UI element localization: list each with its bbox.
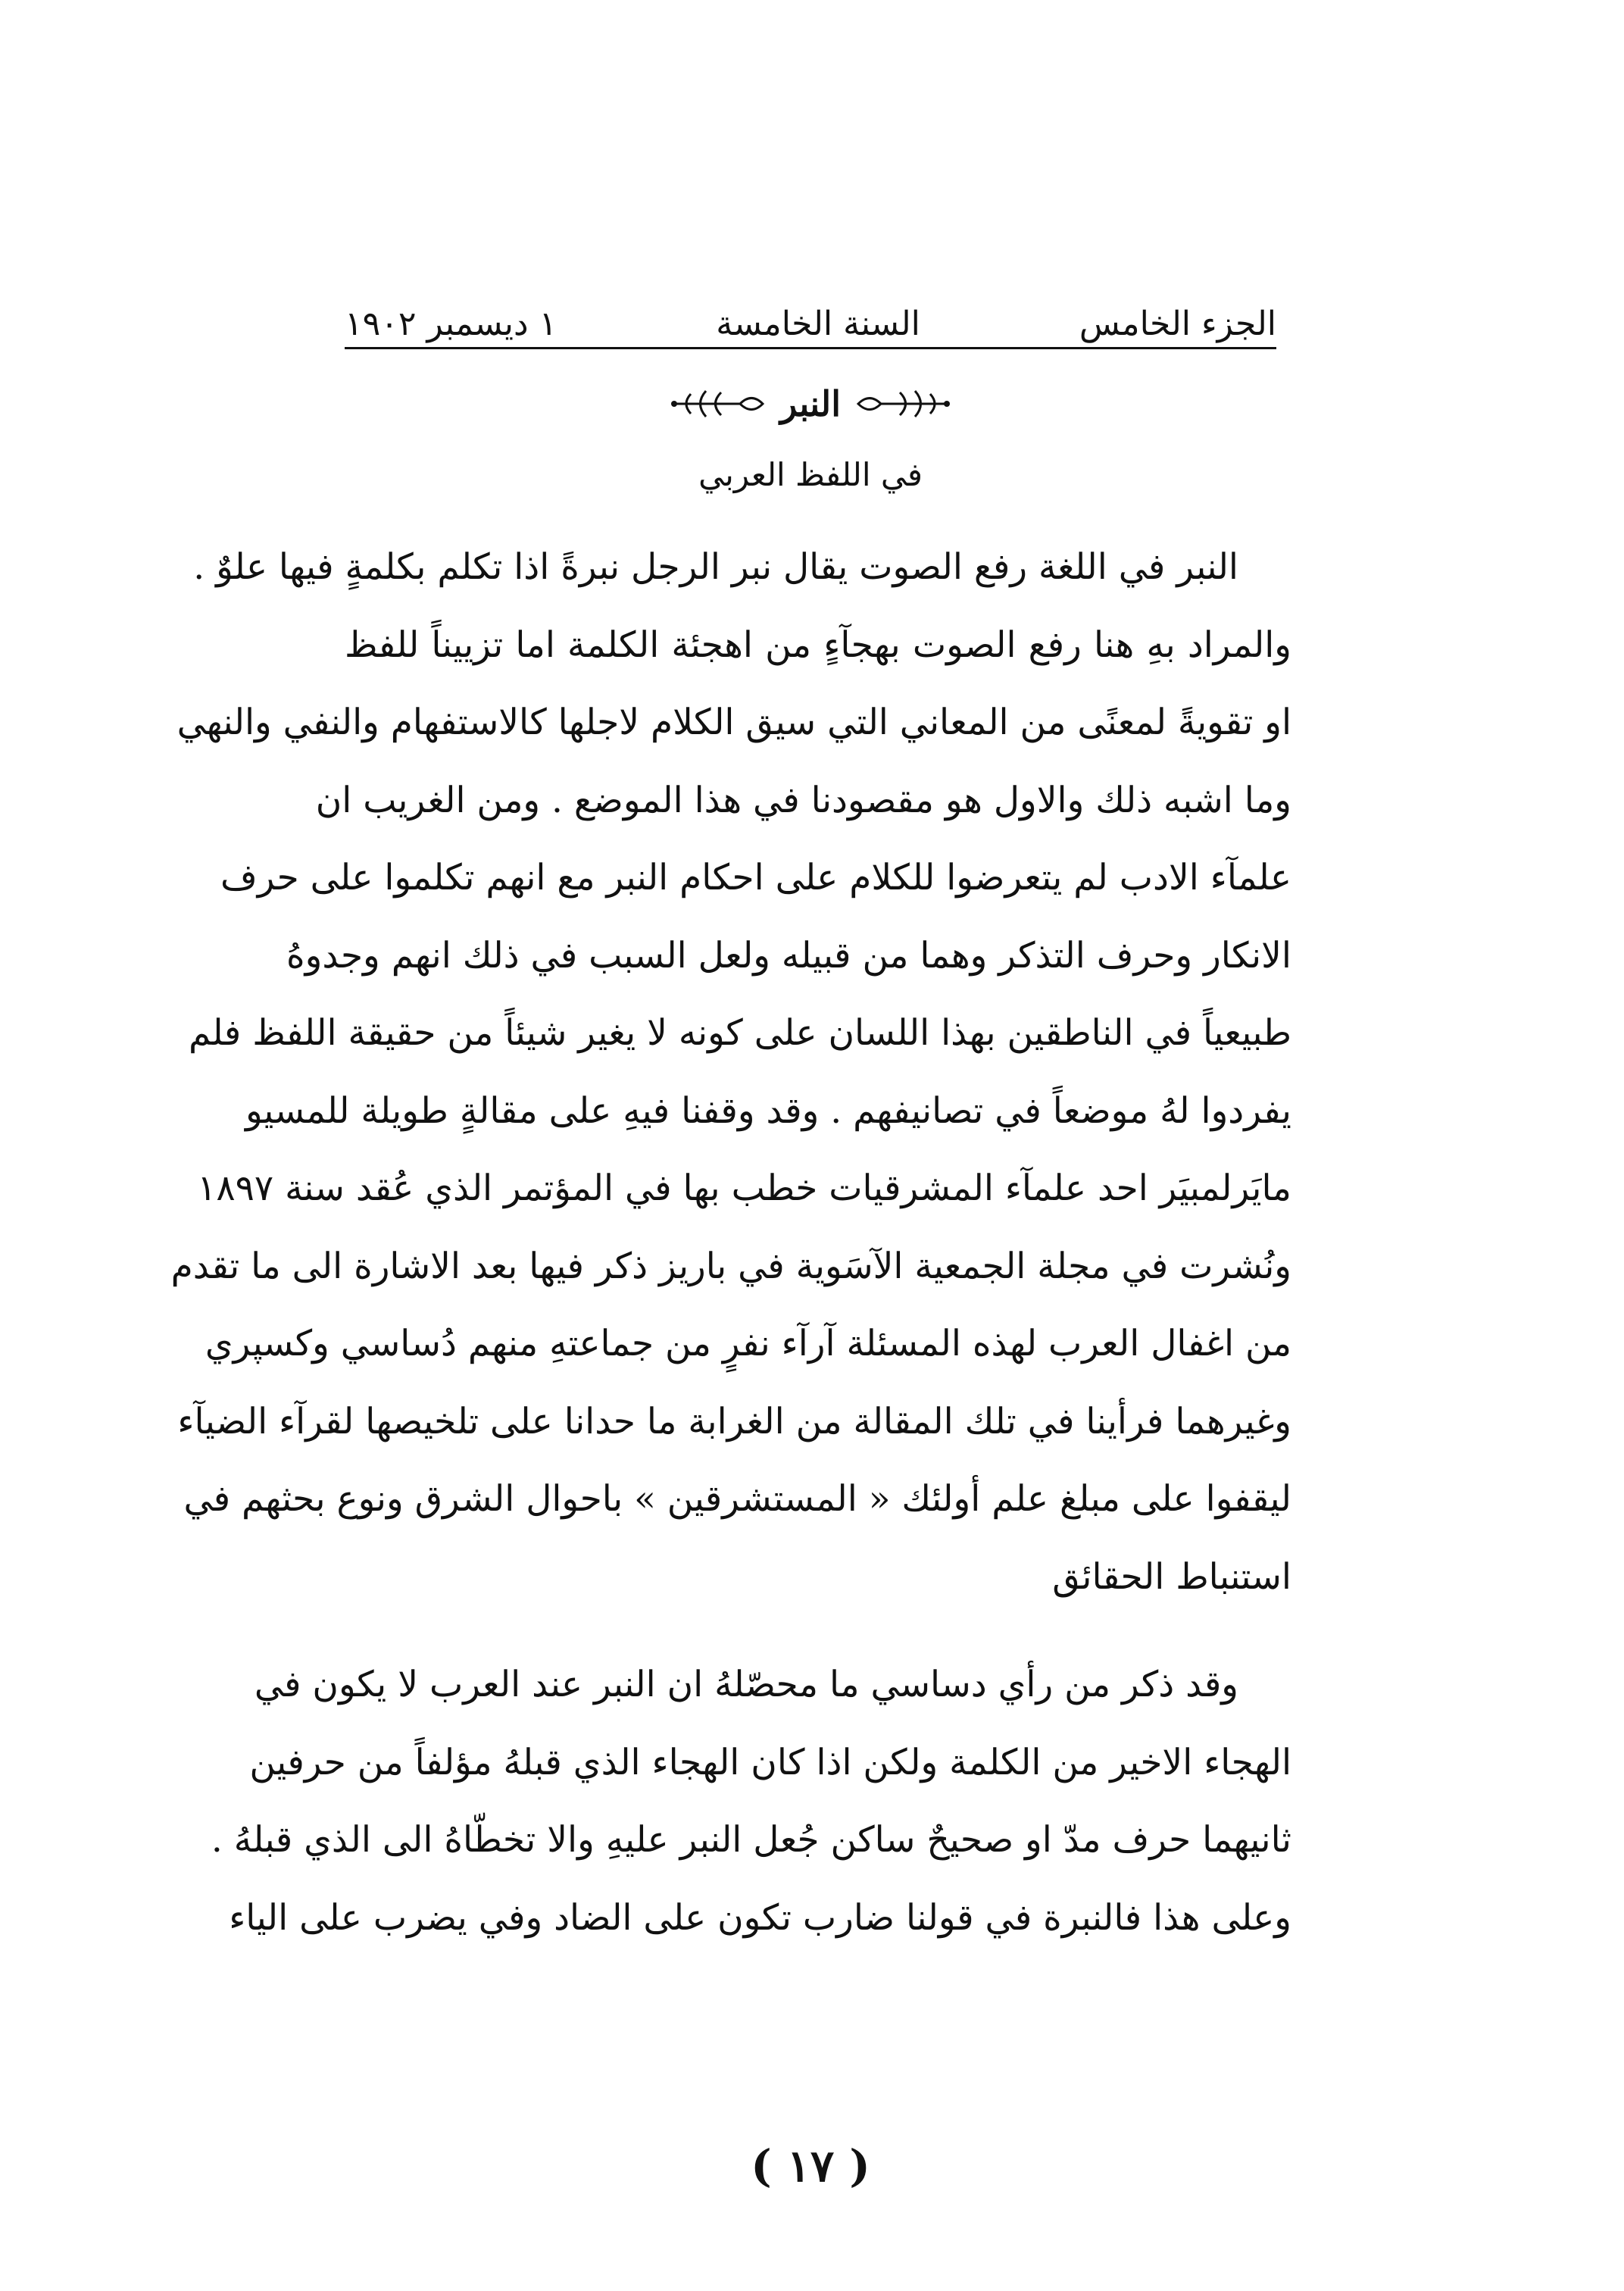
text-line: وغيرهما فرأينا في تلك المقالة من الغرابة ما حدانا على تلخيصها لقرآء الضيآء bbox=[177, 1400, 1291, 1442]
paragraph-1 bbox=[170, 529, 1291, 1616]
text-line: يفردوا لهُ موضعاً في تصانيفهم . وقد وقفنا فيهِ على مقالةٍ طويلة للمسيو bbox=[245, 1089, 1291, 1132]
article-subtitle: في اللفظ العربي bbox=[698, 456, 923, 493]
text-line: او تقويةً لمعنًى من المعاني التي سيق الكلام لاجلها كالاستفهام والنفي والنهي bbox=[176, 702, 1291, 743]
text-line: وعلى هذا فالنبرة في قولنا ضارب تكون على الضاد وفي يضرب على الياء bbox=[229, 1896, 1291, 1939]
article-body bbox=[170, 529, 1291, 1957]
running-header bbox=[345, 273, 1276, 341]
article-title-row bbox=[345, 370, 1276, 438]
text-line: طبيعياً في الناطقين بهذا اللسان على كونه لا يغير شيئاً من حقيقة اللفظ فلم bbox=[188, 1012, 1291, 1054]
text-line: ونُشرت في مجلة الجمعية الآسَوية في باريز ذكر فيها بعد الاشارة الى ما تقدم bbox=[170, 1245, 1291, 1287]
text-line: استنباط الحقائق bbox=[1052, 1555, 1291, 1598]
header-rule bbox=[345, 347, 1276, 349]
text-line: الهجاء الاخير من الكلمة ولكن اذا كان الهجاء الذي قبلهُ مؤلفاً من حرفين bbox=[249, 1741, 1291, 1783]
text-line: علمآء الادب لم يتعرضوا للكلام على احكام النبر مع انهم تكلموا على حرف bbox=[220, 857, 1291, 899]
header-section: الجزء الخامس bbox=[1079, 305, 1276, 343]
ornament-left-icon bbox=[668, 385, 767, 423]
page-number: ( ١٧ ) bbox=[751, 2140, 870, 2192]
text-line: الانكار وحرف التذكر وهما من قبيله ولعل السبب في ذلك انهم وجدوهُ bbox=[286, 934, 1291, 977]
header-year: السنة الخامسة bbox=[716, 305, 920, 343]
text-line: ثانيهما حرف مدّ او صحيحٌ ساكن جُعل النبر عليهِ والا تخطّاهُ الى الذي قبلهُ . bbox=[211, 1819, 1291, 1861]
text-line: ليقفوا على مبلغ علم أولئك « المستشرقين » باحوال الشرق ونوع بحثهم في bbox=[183, 1478, 1291, 1520]
text-line: والمراد بهِ هنا رفع الصوت بهجآءٍ من اهجئة الكلمة اما تزييناً للفظ bbox=[345, 624, 1291, 666]
text-line: وقد ذكر من رأي دساسي ما محصّلهُ ان النبر عند العرب لا يكون في bbox=[254, 1664, 1238, 1705]
ornament-right-icon bbox=[854, 385, 953, 423]
text-line: النبر في اللغة رفع الصوت يقال نبر الرجل نبرةً اذا تكلم بكلمةٍ فيها علوٌ . bbox=[193, 546, 1238, 588]
paragraph-2 bbox=[211, 1646, 1291, 1957]
header-date: ١ ديسمبر ١٩٠٢ bbox=[345, 305, 557, 343]
text-line: وما اشبه ذلك والاول هو مقصودنا في هذا الموضع . ومن الغريب ان bbox=[315, 779, 1291, 821]
text-line: من اغفال العرب لهذه المسئلة آرآء نفرٍ من جماعتهِ منهم دُساسي وكسپري bbox=[205, 1323, 1291, 1364]
article-title: النبر bbox=[780, 383, 841, 424]
text-line: مايَرلمبيَر احد علمآء المشرقيات خطب بها في المؤتمر الذي عُقد سنة ١٨٩٧ bbox=[197, 1167, 1291, 1209]
